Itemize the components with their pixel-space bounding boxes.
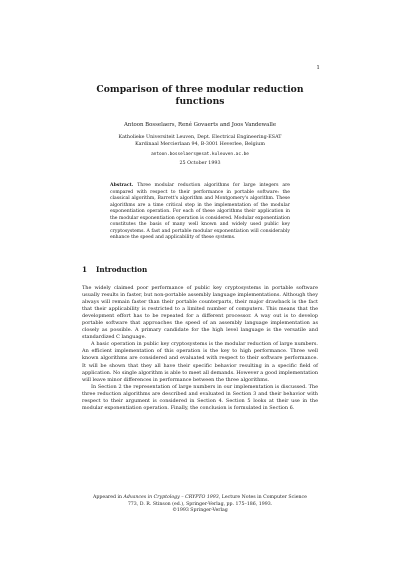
author-email: antoon.bosselaers@esat.kuleuven.ac.be [151,151,249,157]
copyright-notice: ©1993 Springer-Verlag [172,508,228,514]
page-number: 1 [316,65,320,71]
author-list: Antoon Bosselaers, René Govaerts and Joos Vandewalle [123,122,277,129]
affiliation [74,135,326,148]
abstract-text: Three modular reduction algorithms for large integers are compared with respect to their performance in portable software: the classical algorithm, Barrett's algorithm and Montgomery's algorithm. These algorithms are a time critical step in the implementation of the modular exponentiation operation. For each of these algorithms their application in the modular exponentiation operation is considered. Modular exponentiation constitutes the basis of many well known and widely used public key cryptosystems. A fast and portable modular exponentiation will considerably enhance the speed and applicability of these systems. [110,183,290,241]
body-paragraph-3: In Section 2 the representation of large numbers in our implementation is discussed. The three reduction algorithms are described and evaluated in Section 3 and their behavior with respect to their argument is considered in Section 4. Section 5 looks at their use in the modular exponentiation operation. Finally, the conclusion is formulated in Section 6. [82,383,318,411]
body-paragraph-1: The widely claimed poor performance of public key cryptosystems in portable software usually results in faster, but non-portable assembly language implementations. Although they always will remain faster than their portable counterparts, their major drawback is the fact that their applicability is restricted to a limited number of computers. This means that the development effort has to be repeated for a different processor. A way out is to develop portable software that approaches the speed of an assembly language implementation as closely as possible. A primary candidate for the high level language is the versatile and standardized C language. [82,285,318,341]
section-body [82,285,318,412]
section-number: 1 [82,265,88,274]
publication-details: , Lecture Notes in Computer Science 773, D. R. Stinson (ed.), Springer-Verlag, pp. 175–186, 1993. [127,495,307,507]
abstract-label: Abstract. [110,183,134,188]
abstract [110,183,290,242]
publication-note-prefix: Appeared in [93,495,123,500]
paper-title: Comparison of three modular reduction functions [96,84,304,108]
section-title: Introduction [96,265,148,274]
title-block [74,84,326,167]
affiliation-line-1: Katholieke Universiteit Leuven, Dept. Electrical Engineering-ESAT [118,135,282,141]
section-heading [82,265,147,274]
affiliation-line-2: Kardinaal Mercierlaan 94, B-3001 Heverlee, Belgium [135,142,265,147]
publication-venue: Advances in Cryptology – CRYPTO 1993 [123,495,219,500]
paper-date: 25 October 1993 [179,160,221,166]
publication-note [92,495,308,515]
body-paragraph-2: A basic operation in public key cryptosystems is the modular reduction of large numbers. An efficient implementation of this operation is the key to high performance. Three well known algorithms are considered and evaluated with respect to their software performance. It will be shown that they all have their specific behavior resulting in a specific field of application. No single algorithm is able to meet all demands. However a good implementation will leave minor differences in performance between the three algorithms. [82,341,319,383]
